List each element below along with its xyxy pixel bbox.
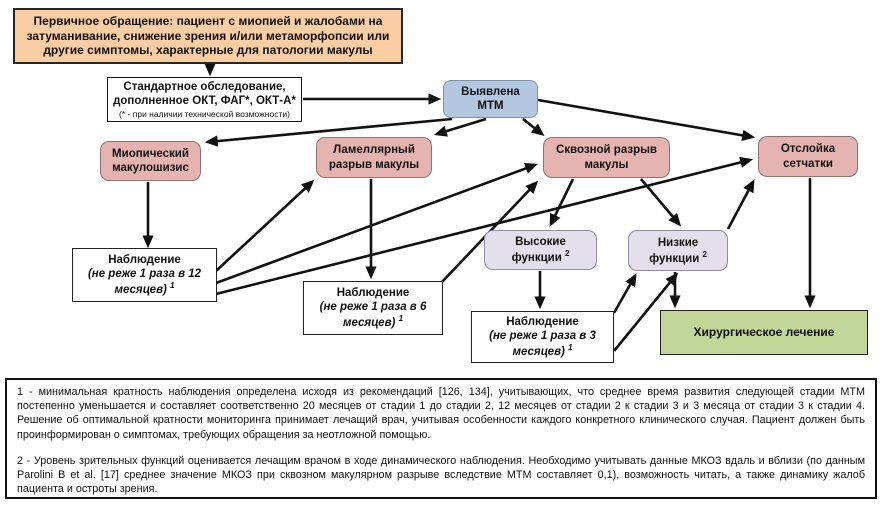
node-label-text: (не реже 1 раза в 6 месяцев) xyxy=(319,301,427,329)
node-lamellar-hole xyxy=(316,137,432,178)
node-observation-3-months xyxy=(471,311,614,363)
node-label: Низкие xyxy=(657,236,699,249)
node-observation-12-months xyxy=(72,248,217,302)
node-label: Сквозной разрыв xyxy=(556,144,657,157)
node-label: Отслойка xyxy=(780,143,836,156)
arrow-obs12-to-lamellar xyxy=(216,182,312,271)
node-label: Миопический xyxy=(112,147,189,160)
node-label: Стандартное обследование, xyxy=(123,80,286,93)
footnote-ref: 1 xyxy=(170,281,175,291)
node-mtm-identified xyxy=(443,80,538,118)
footnote-2: 2 - Уровень зрительных функций оценивается лечащим врачом в ходе динамического наблюдения. Необходимо учитывать данные МКОЗ вдаль и вблизи (по данным Parolini B et al. [17] среднее значение МКОЗ при сквозном макулярном разрыве вследствие МТМ составляет 0,1), возможность читать, а также динамику жалоб пациента и остроты зрения. xyxy=(17,454,865,496)
node-label: Выявлена xyxy=(461,85,520,98)
arrow-obs3-to-low-function xyxy=(614,276,635,313)
node-high-function xyxy=(484,230,597,270)
footnote-ref: 1 xyxy=(398,314,404,324)
node-sublabel xyxy=(476,329,609,359)
node-surgical-treatment xyxy=(660,310,868,355)
node-label: Наблюдение xyxy=(108,254,181,267)
arrow-full-hole-to-low-function xyxy=(641,179,679,224)
footnote-1: 1 - минимальная кратность наблюдения определена исходя из рекомендаций [126, 134], учитывающих, что среднее время развития следующей стадии МТМ постепенно уменьшается и составляет соответственно 20 месяцев от стадии 1 до стадии 2, 12 месяцев от стадии 2 к стадии 3 и 3 месяца от стадии 3 к стадии 4. Решение об оптимальной кратности мониторинга принимает лечащий врач, учитывая особенности каждого конкретного клинического случая. Пациент должен быть проинформирован о симптомах, требующих обращения за неотложной помощью. xyxy=(17,386,865,441)
footnote-ref: 2 xyxy=(564,249,570,259)
node-label-text: (не реже 1 раза в 12 месяцев) xyxy=(87,268,202,296)
footnote-ref: 1 xyxy=(568,343,573,353)
footnotes-panel xyxy=(5,378,877,499)
node-label: Первичное обращение: пациент с миопией и жалобами на затуманивание, снижение зрения и/или метаморфопсии или другие симптомы, характерные для патологии макулы xyxy=(26,14,390,58)
node-footnote-label: (* - при наличии технической возможности) xyxy=(119,108,290,119)
node-sublabel xyxy=(77,267,212,297)
node-standard-exam xyxy=(107,77,302,122)
node-label xyxy=(512,249,570,265)
node-sublabel xyxy=(308,300,438,330)
footnote-ref: 2 xyxy=(702,249,707,259)
node-label: Высокие xyxy=(515,236,566,249)
node-label: разрыв макулы xyxy=(328,158,420,171)
node-retinal-detachment xyxy=(758,136,858,177)
arrow-identified-to-full-hole xyxy=(523,119,542,134)
node-label: макулошизис xyxy=(112,162,189,174)
node-label-text: функции xyxy=(511,251,562,264)
node-label: макулы xyxy=(584,158,629,171)
node-label: сетчатки xyxy=(783,157,833,170)
node-label xyxy=(649,250,707,266)
arrow-full-hole-to-high-function xyxy=(551,179,573,224)
node-myopic-schisis xyxy=(100,141,201,181)
node-full-thickness-hole xyxy=(543,137,670,178)
arrow-obs12-to-detachment xyxy=(216,160,750,294)
arrow-identified-to-lamellar xyxy=(437,119,486,134)
node-primary-visit xyxy=(13,8,403,64)
node-label-text: функции xyxy=(649,252,700,265)
node-label: Наблюдение xyxy=(336,287,410,300)
node-label: Ламеллярный xyxy=(333,144,415,157)
node-label: Хирургическое лечение xyxy=(693,325,835,340)
node-label: дополненное ОКТ, ФАГ*, ОКТ-А* xyxy=(113,94,296,107)
arrow-low-function-to-detachment xyxy=(728,182,753,229)
node-label: Наблюдение xyxy=(506,316,579,329)
node-observation-6-months xyxy=(303,281,443,335)
node-label: МТМ xyxy=(477,100,504,112)
node-low-function xyxy=(628,230,728,271)
arrow-identified-to-detachment xyxy=(538,100,752,137)
node-label-text: (не реже 1 раза в 3 месяцев) xyxy=(489,330,596,358)
